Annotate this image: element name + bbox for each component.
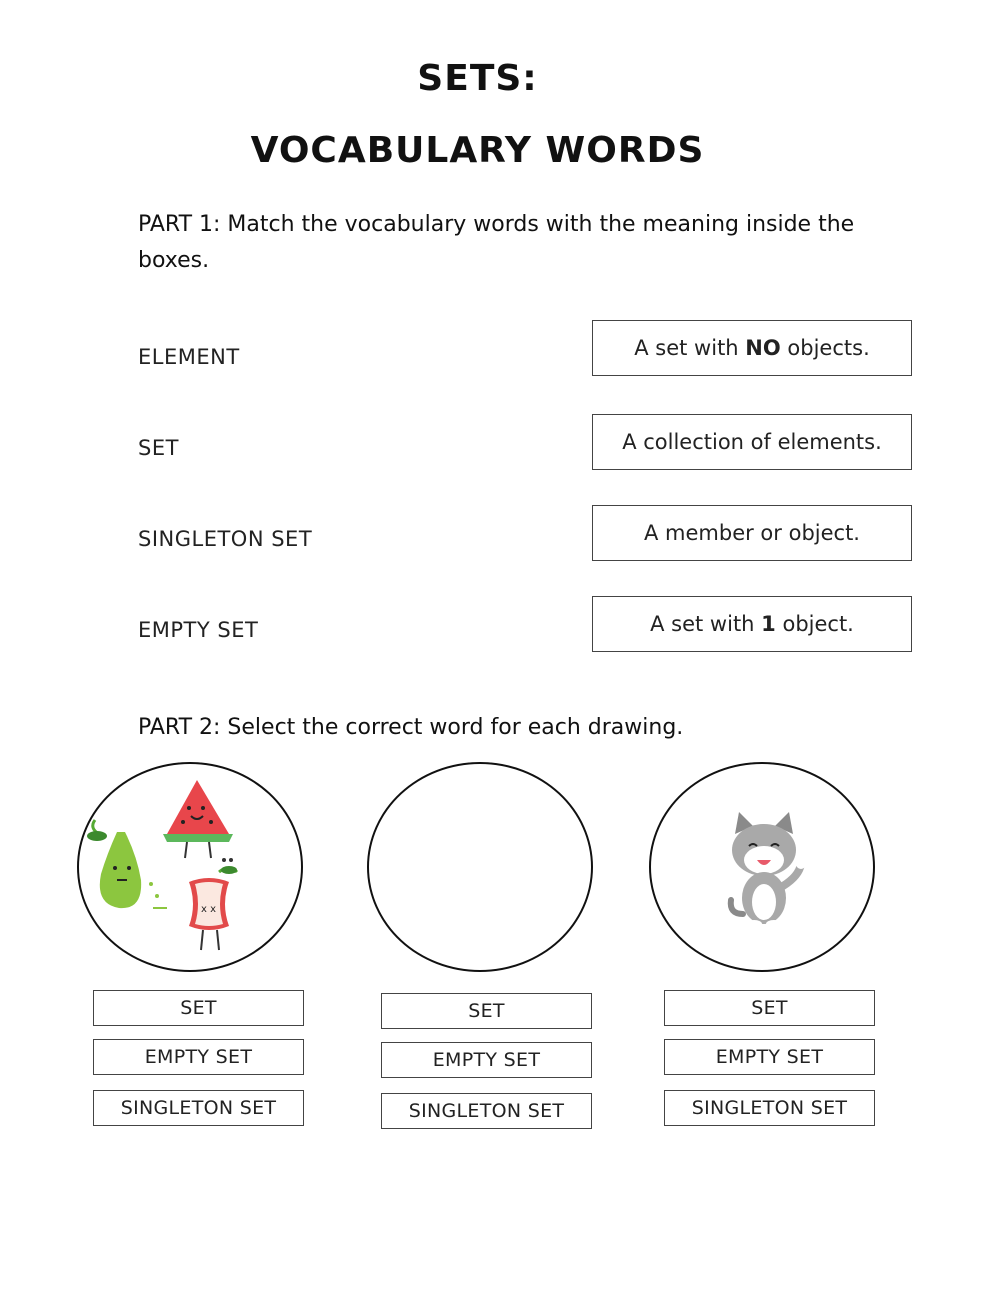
- fruits-option-empty-set[interactable]: EMPTY SET: [93, 1039, 304, 1075]
- cat-option-empty-set[interactable]: EMPTY SET: [664, 1039, 875, 1075]
- apple-core-icon: [189, 866, 237, 950]
- meaning-text: A set with 1 object.: [650, 612, 854, 636]
- empty-option-singleton-set[interactable]: SINGLETON SET: [381, 1093, 592, 1129]
- cat-illustration: [651, 764, 875, 972]
- meaning-box-one-object[interactable]: [592, 596, 912, 652]
- empty-circle: [367, 762, 593, 972]
- empty-option-set[interactable]: SET: [381, 993, 592, 1029]
- word-singleton-set[interactable]: SINGLETON SET: [138, 527, 313, 551]
- cat-option-singleton-set[interactable]: SINGLETON SET: [664, 1090, 875, 1126]
- fruits-option-singleton-set[interactable]: SINGLETON SET: [93, 1090, 304, 1126]
- word-set[interactable]: SET: [138, 436, 179, 460]
- meaning-text: A member or object.: [644, 521, 860, 545]
- svg-text:x x: x x: [201, 904, 217, 915]
- part1-instruction: PART 1: Match the vocabulary words with the meaning inside the boxes.: [138, 212, 855, 273]
- cat-icon: [731, 812, 806, 928]
- meaning-box-no-objects[interactable]: [592, 320, 912, 376]
- meaning-box-member[interactable]: [592, 505, 912, 561]
- cat-option-set[interactable]: SET: [664, 990, 875, 1026]
- page-subtitle: VOCABULARY WORDS: [250, 130, 705, 171]
- page-title: SETS:: [417, 58, 538, 99]
- fruits-circle: [77, 762, 303, 972]
- meaning-box-collection[interactable]: [592, 414, 912, 470]
- fruits-option-set[interactable]: SET: [93, 990, 304, 1026]
- empty-option-empty-set[interactable]: EMPTY SET: [381, 1042, 592, 1078]
- part2-instruction: PART 2: Select the correct word for each drawing.: [138, 715, 684, 740]
- word-empty-set[interactable]: EMPTY SET: [138, 618, 259, 642]
- cat-circle: [649, 762, 875, 972]
- word-element[interactable]: ELEMENT: [138, 345, 240, 369]
- pear-icon: [87, 820, 167, 908]
- watermelon-icon: [163, 780, 233, 862]
- fruits-illustration: [79, 764, 303, 972]
- meaning-text: A collection of elements.: [622, 430, 882, 454]
- meaning-text: A set with NO objects.: [634, 336, 870, 360]
